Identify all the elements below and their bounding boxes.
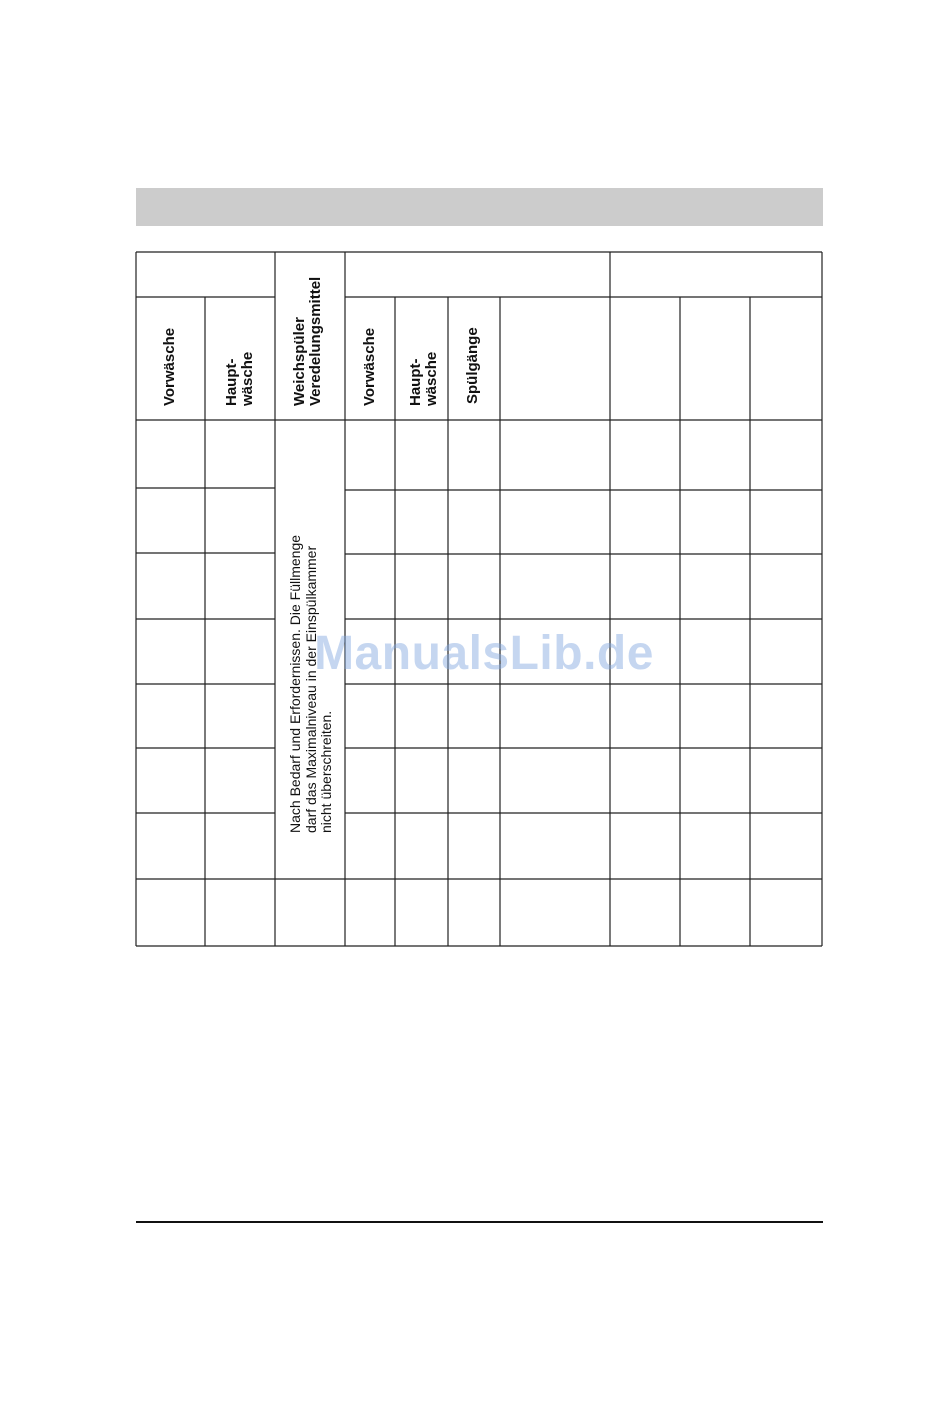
- header-softener: Weichspüler Veredelungsmittel: [291, 276, 324, 406]
- watermark: ManualsLib.de: [314, 627, 654, 680]
- header-mainwash-2: Haupt- wäsche: [407, 351, 440, 406]
- header-prewash-1: Vorwäsche: [161, 327, 178, 406]
- footer-rule: [136, 1221, 823, 1223]
- header-mainwash-1: Haupt- wäsche: [223, 351, 256, 406]
- row-dividers: [136, 488, 822, 879]
- header-prewash-2: Vorwäsche: [361, 327, 378, 406]
- softener-dosage-note: Nach Bedarf und Erfordernissen. Die Füllmenge darf das Maximalniveau in der Einspülkammer nicht überschreiten.: [287, 534, 334, 833]
- header-rinses: Spülgänge: [464, 327, 481, 404]
